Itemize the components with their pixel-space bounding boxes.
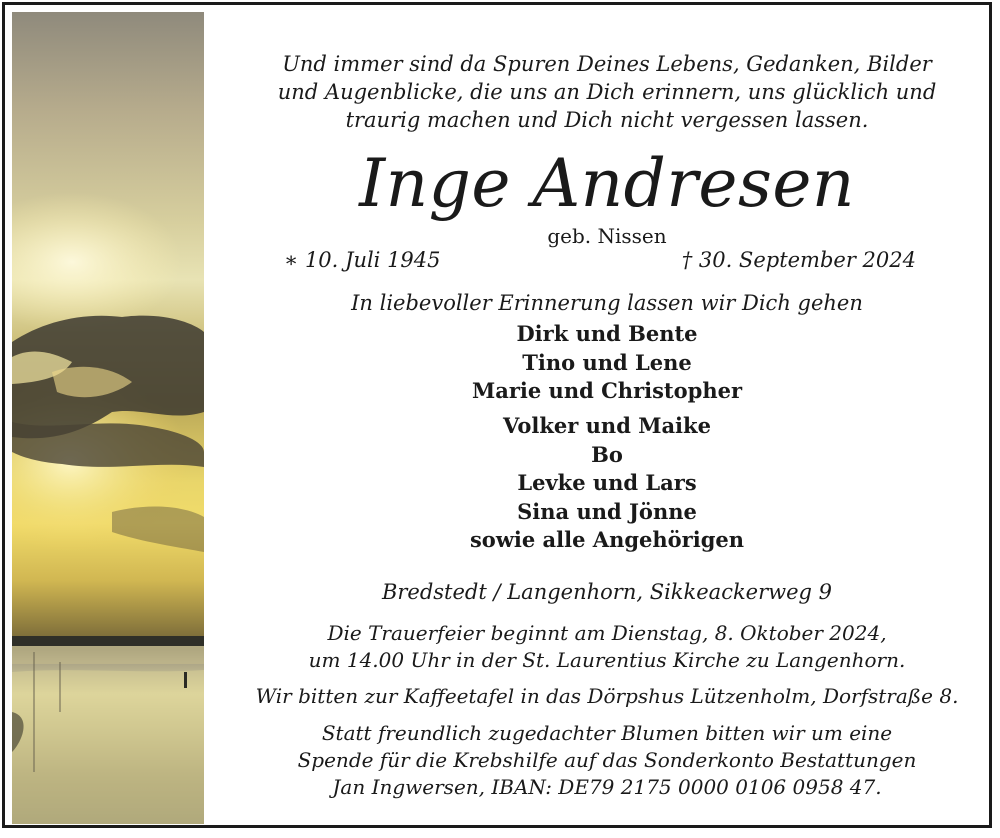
mourner-entry: Tino und Lene <box>522 349 692 375</box>
sunset-sea-photo <box>12 12 204 824</box>
quote-line: traurig machen und Dich nicht vergessen lassen. <box>345 108 869 132</box>
mourner-entry: Sina und Jönne <box>517 498 697 524</box>
mourners-family-2 <box>214 412 1000 555</box>
family-address: Bredstedt / Langenhorn, Sikkeackerweg 9 <box>381 580 833 604</box>
mourners-family-1 <box>214 320 1000 406</box>
mourner-entry: Marie und Christopher <box>471 378 743 403</box>
coffee-gathering-info: Wir bitten zur Kaffeetafel in das Dörpshus Lützenholm, Dorfstraße 8. <box>255 684 959 708</box>
obituary-text <box>214 0 1000 838</box>
mourner-entry: Levke und Lars <box>517 470 697 495</box>
farewell-intro: In liebevoller Erinnerung lassen wir Dich gehen <box>351 291 863 315</box>
mourner-entry: Bo <box>591 441 623 467</box>
mourner-entry: Dirk und Bente <box>516 321 698 346</box>
birth-date: ∗ 10. Juli 1945 <box>284 248 441 272</box>
quote-line: und Augenblicke, die uns an Dich erinnern, uns glücklich und <box>277 80 937 104</box>
donation-line: Statt freundlich zugedachter Blumen bitten wir um eine <box>321 721 893 745</box>
mourner-entry: sowie alle Angehörigen <box>469 527 745 552</box>
donation-request <box>214 720 1000 801</box>
death-date: † 30. September 2024 <box>681 248 916 272</box>
donation-line: Jan Ingwersen, IBAN: DE79 2175 0000 0106 0958 47. <box>332 775 882 799</box>
maiden-name: geb. Nissen <box>547 224 667 248</box>
quote-line: Und immer sind da Spuren Deines Lebens, Gedanken, Bilder <box>282 52 932 76</box>
donation-line: Spende für die Krebshilfe auf das Sonderkonto Bestattungen <box>297 748 917 772</box>
deceased-name: Inge Andresen <box>359 145 855 222</box>
memorial-quote <box>214 50 1000 134</box>
funeral-service-info <box>214 620 1000 674</box>
service-line: um 14.00 Uhr in der St. Laurentius Kirche zu Langenhorn. <box>308 648 906 672</box>
mourner-entry: Volker und Maike <box>503 413 711 438</box>
service-line: Die Trauerfeier beginnt am Dienstag, 8. Oktober 2024, <box>327 621 887 645</box>
